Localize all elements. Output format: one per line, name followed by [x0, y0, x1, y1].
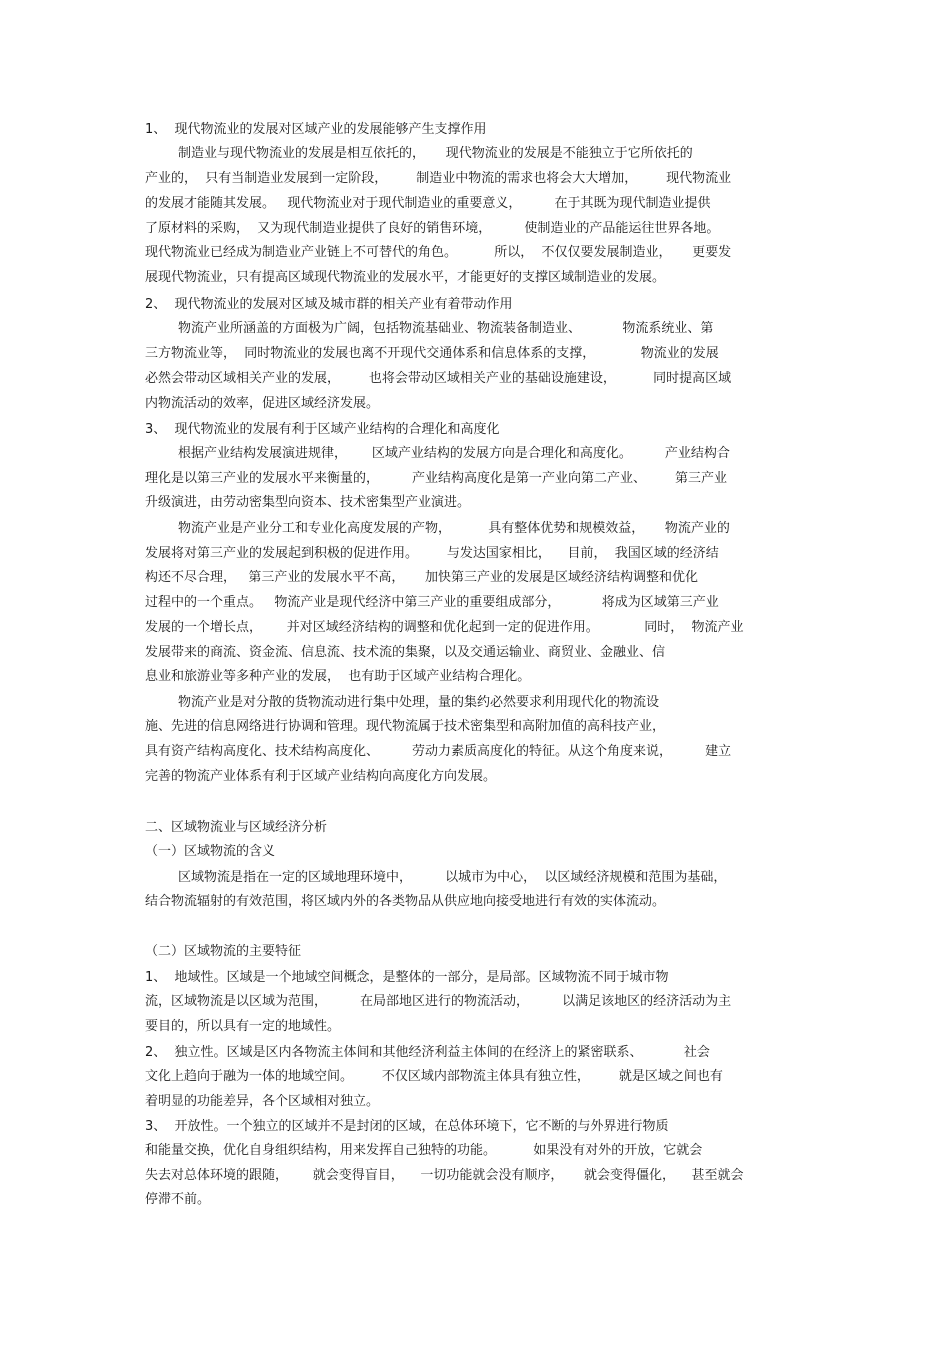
paragraph-line: 区域物流是指在一定的区域地理环境中， 以城市为中心， 以区域经济规模和范围为基础，: [145, 870, 727, 885]
subsection-heading: （一）区域物流的含义: [145, 844, 276, 859]
paragraph-line: 发展的一个增长点， 并对区域经济结构的调整和优化起到一定的促进作用。 同时， 物流产业: [145, 620, 744, 635]
paragraph-line: 根据产业结构发展演进规律， 区域产业结构的发展方向是合理化和高度化。 产业结构合: [145, 446, 730, 461]
paragraph-line: 升级演进，由劳动密集型向资本、技术密集型产业演进。: [145, 495, 471, 510]
paragraph-line: 必然会带动区域相关产业的发展， 也将会带动区域相关产业的基础设施建设， 同时提高区域: [145, 371, 732, 386]
paragraph-line: 理化是以第三产业的发展水平来衡量的， 产业结构高度化是第一产业向第二产业、 第三产业: [145, 471, 727, 486]
paragraph-line: 具有资产结构高度化、技术结构高度化、 劳动力素质高度化的特征。从这个角度来说， 建立: [145, 744, 732, 759]
paragraph-line: 现代物流业已经成为制造业产业链上不可替代的角色。 所以， 不仅仅要发展制造业， 更要发: [145, 245, 732, 260]
paragraph-line: 制造业与现代物流业的发展是相互依托的， 现代物流业的发展是不能独立于它所依托的: [145, 146, 693, 161]
paragraph-line: 2、 独立性。区域是区内各物流主体间和其他经济利益主体间的在经济上的紧密联系、 社会: [145, 1045, 710, 1060]
paragraph-line: 物流产业是对分散的货物流动进行集中处理，量的集约必然要求利用现代化的物流设: [145, 695, 660, 710]
section-heading: 二、区域物流业与区域经济分析: [145, 820, 328, 835]
paragraph-line: 三方物流业等， 同时物流业的发展也离不开现代交通体系和信息体系的支撑， 物流业的发展: [145, 346, 719, 361]
paragraph-line: 停滞不前。: [145, 1192, 211, 1207]
paragraph-line: 物流产业所涵盖的方面极为广阔，包括物流基础业、物流装备制造业、 物流系统业、第: [145, 321, 714, 336]
paragraph-line: 文化上趋向于融为一体的地域空间。 不仅区域内部物流主体具有独立性， 就是区域之间也有: [145, 1069, 723, 1084]
paragraph-line: 了原材料的采购， 又为现代制造业提供了良好的销售环境， 使制造业的产品能运往世界各地。: [145, 221, 720, 236]
paragraph-line: 发展带来的商流、资金流、信息流、技术流的集聚，以及交通运输业、商贸业、金融业、信: [145, 645, 666, 660]
paragraph-line: 结合物流辐射的有效范围，将区域内外的各类物品从供应地向接受地进行有效的实体流动。: [145, 894, 666, 909]
heading-3: 3、 现代物流业的发展有利于区域产业结构的合理化和高度化: [145, 422, 500, 437]
paragraph-line: 息业和旅游业等多种产业的发展， 也有助于区域产业结构合理化。: [145, 669, 531, 684]
paragraph-line: 1、 地域性。区域是一个地域空间概念，是整体的一部分，是局部。区域物流不同于城市物: [145, 970, 669, 985]
heading-1: 1、 现代物流业的发展对区域产业的发展能够产生支撑作用: [145, 122, 487, 137]
paragraph-line: 完善的物流产业体系有利于区域产业结构向高度化方向发展。: [145, 769, 497, 784]
paragraph-line: 着明显的功能差异，各个区域相对独立。: [145, 1094, 380, 1109]
paragraph-line: 3、 开放性。一个独立的区域并不是封闭的区域，在总体环境下，它不断的与外界进行物质: [145, 1119, 669, 1134]
paragraph-line: 流，区域物流是以区域为范围， 在局部地区进行的物流活动， 以满足该地区的经济活动为主: [145, 994, 732, 1009]
paragraph-line: 施、先进的信息网络进行协调和管理。现代物流属于技术密集型和高附加值的高科技产业，: [145, 719, 666, 734]
paragraph-line: 要目的，所以具有一定的地域性。: [145, 1019, 341, 1034]
paragraph-line: 失去对总体环境的跟随， 就会变得盲目， 一切功能就会没有顺序， 就会变得僵化， 甚至就会: [145, 1168, 744, 1183]
subsection-heading: （二）区域物流的主要特征: [145, 944, 302, 959]
paragraph-line: 内物流活动的效率，促进区域经济发展。: [145, 396, 380, 411]
paragraph-line: 产业的， 只有当制造业发展到一定阶段， 制造业中物流的需求也将会大大增加， 现代物流业: [145, 171, 732, 186]
paragraph-line: 展现代物流业，只有提高区域现代物流业的发展水平，才能更好的支撑区域制造业的发展。: [145, 270, 666, 285]
paragraph-line: 物流产业是产业分工和专业化高度发展的产物， 具有整体优势和规模效益， 物流产业的: [145, 521, 730, 536]
paragraph-line: 发展将对第三产业的发展起到积极的促进作用。 与发达国家相比， 目前， 我国区域的经济结: [145, 546, 719, 561]
paragraph-line: 过程中的一个重点。 物流产业是现代经济中第三产业的重要组成部分， 将成为区域第三产业: [145, 595, 719, 610]
paragraph-line: 的发展才能随其发展。 现代物流业对于现代制造业的重要意义， 在于其既为现代制造业提供: [145, 196, 711, 211]
paragraph-line: 和能量交换，优化自身组织结构，用来发挥自己独特的功能。 如果没有对外的开放，它就会: [145, 1143, 703, 1158]
paragraph-line: 构还不尽合理， 第三产业的发展水平不高， 加快第三产业的发展是区域经济结构调整和优化: [145, 570, 699, 585]
heading-2: 2、 现代物流业的发展对区域及城市群的相关产业有着带动作用: [145, 297, 513, 312]
